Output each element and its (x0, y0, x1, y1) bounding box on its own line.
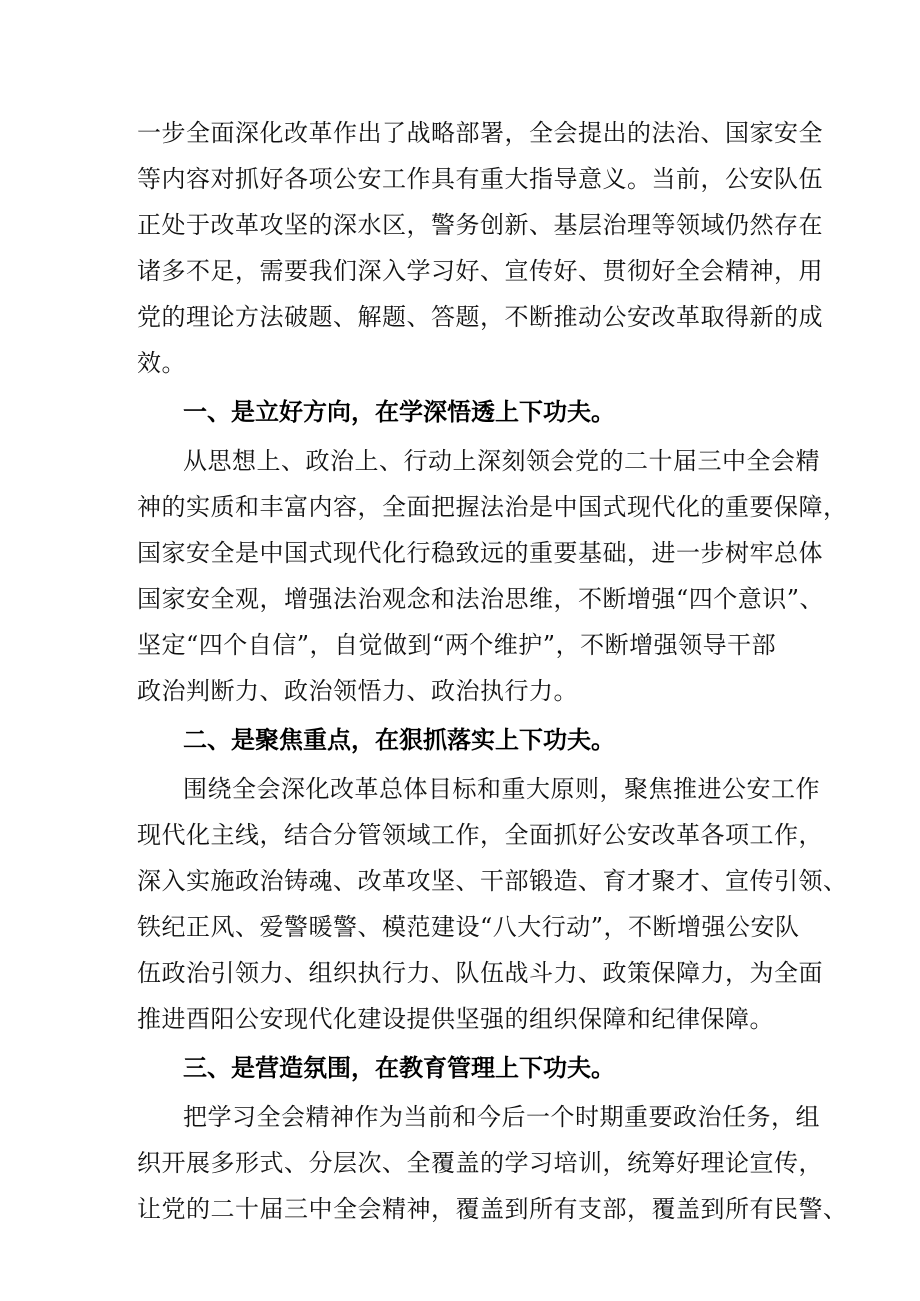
text-line: 一步全面深化改革作出了战略部署，全会提出的法治、国家安全 (137, 119, 823, 147)
text-line: 效。 (137, 349, 186, 377)
text-line: 围绕全会深化改革总体目标和重大原则，聚焦推进公安工作 (183, 775, 820, 803)
text-line: 把学习全会精神作为当前和今后一个时期重要政治任务，组 (183, 1103, 820, 1131)
section-heading-1: 一、是立好方向，在学深悟透上下功夫。 (183, 398, 615, 426)
text-line: 诸多不足，需要我们深入学习好、宣传好、贯彻好全会精神，用 (137, 257, 823, 285)
text-line: 党的理论方法破题、解题、答题，不断推动公安改革取得新的成 (137, 303, 823, 331)
text-line: 让党的二十届三中全会精神，覆盖到所有支部，覆盖到所有民警、 (137, 1195, 848, 1223)
text-line: 神的实质和丰富内容，全面把握法治是中国式现代化的重要保障， (137, 493, 848, 521)
text-line: 国家安全是中国式现代化行稳致远的重要基础，进一步树牢总体 (137, 539, 823, 567)
text-line: 国家安全观，增强法治观念和法治思维，不断增强“四个意识”、 (137, 585, 825, 613)
document-body (137, 110, 848, 1232)
section-3-paragraph (137, 1094, 848, 1232)
text-line: 现代化主线，结合分管领域工作，全面抓好公安改革各项工作， (137, 821, 823, 849)
intro-paragraph (137, 110, 823, 386)
section-2-paragraph (137, 766, 848, 1042)
text-line: 推进酉阳公安现代化建设提供坚强的组织保障和纪律保障。 (137, 1005, 774, 1033)
text-line: 铁纪正风、爱警暖警、模范建设“八大行动”，不断增强公安队 (137, 913, 800, 941)
section-1-paragraph (137, 438, 848, 714)
text-line: 坚定“四个自信”，自觉做到“两个维护”，不断增强领导干部 (137, 631, 777, 659)
text-line: 从思想上、政治上、行动上深刻领会党的二十届三中全会精 (183, 447, 820, 475)
text-line: 深入实施政治铸魂、改革攻坚、干部锻造、育才聚才、宣传引领、 (137, 867, 848, 895)
text-line: 织开展多形式、分层次、全覆盖的学习培训，统筹好理论宣传， (137, 1149, 823, 1177)
text-line: 正处于改革攻坚的深水区，警务创新、基层治理等领域仍然存在 (137, 211, 823, 239)
text-line: 政治判断力、政治领悟力、政治执行力。 (137, 677, 578, 705)
text-line: 等内容对抓好各项公安工作具有重大指导意义。当前，公安队伍 (137, 165, 823, 193)
section-heading-2: 二、是聚焦重点，在狠抓落实上下功夫。 (183, 726, 615, 754)
section-heading-3: 三、是营造氛围，在教育管理上下功夫。 (183, 1054, 615, 1082)
text-line: 伍政治引领力、组织执行力、队伍战斗力、政策保障力，为全面 (137, 959, 823, 987)
